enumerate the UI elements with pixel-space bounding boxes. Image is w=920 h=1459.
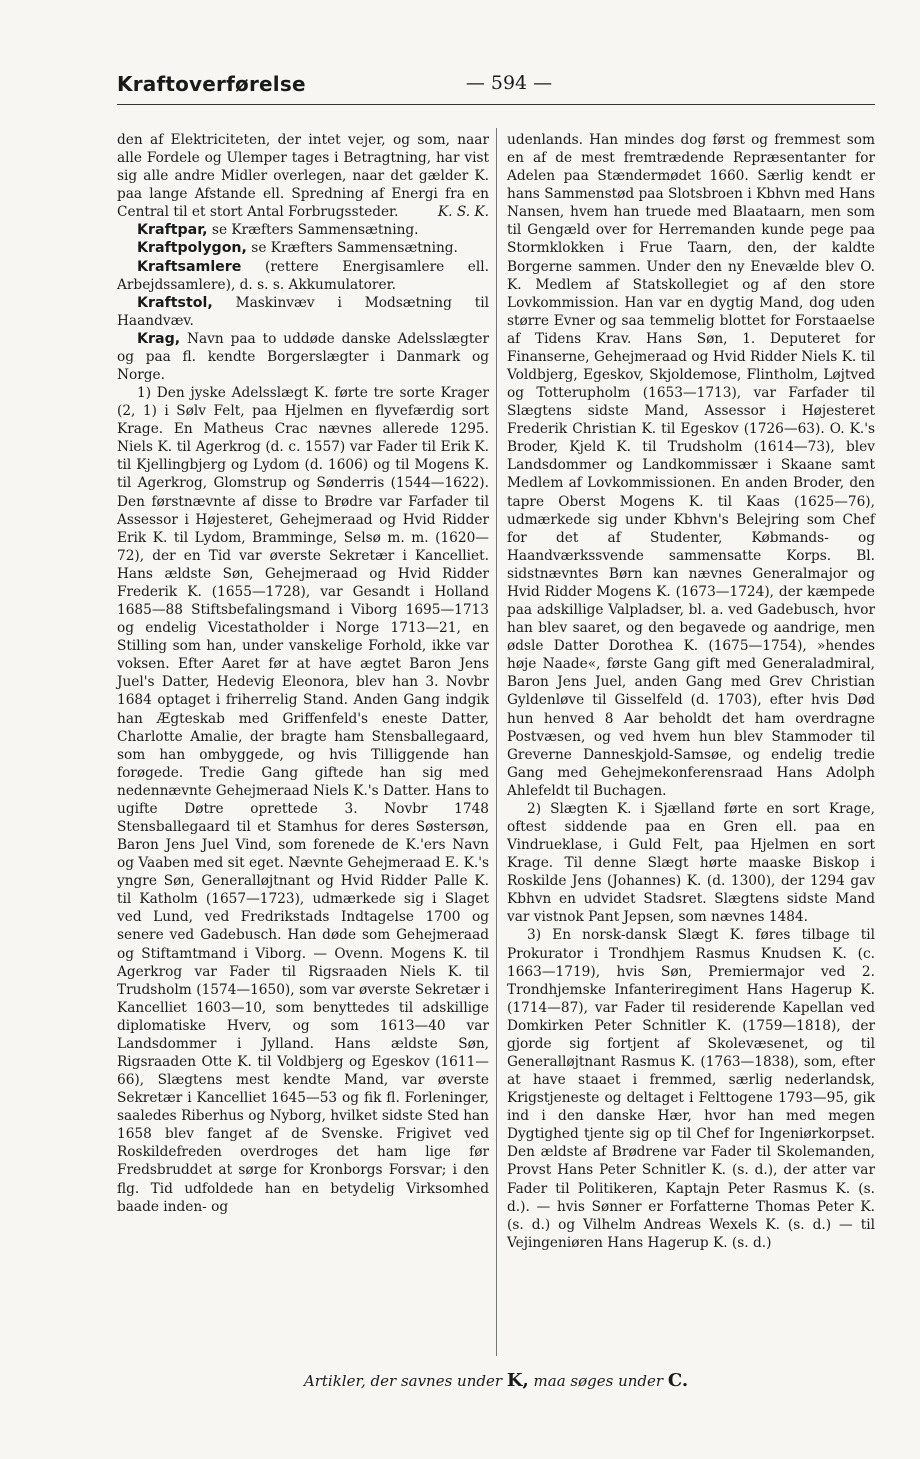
entry-continuation bbox=[117, 131, 489, 221]
krag-section-2: 2) Slægten K. i Sjælland førte en sort Krage, oftest siddende paa en Gren ell. paa en Vindrueklase, i Guld Felt, paa Hjelmen en sort Krage. Til denne Slægt hørte maaske Biskop i Roskilde Jens (Johannes) K. (d. 1300), der 1294 gav Kbhvn en udvidet Stadsret. Slægtens sidste Mand var vistnok Pant Jepsen, som nævnes 1484. bbox=[507, 800, 875, 926]
lemma-kraftstol: Kraftstol, bbox=[137, 294, 213, 311]
page-number: — 594 — bbox=[465, 72, 553, 94]
entry-text: se Kræfters Sammensætning. bbox=[211, 222, 419, 239]
page-header bbox=[117, 66, 875, 102]
entry-kraftpolygon bbox=[117, 239, 489, 257]
page-footer-note bbox=[117, 1370, 875, 1391]
lemma-kraftpolygon: Kraftpolygon, bbox=[137, 240, 247, 257]
entry-text: Navn paa to uddøde danske Adelsslægter og paa fl. kendte Borgerslægter i Danmark og Norge. bbox=[117, 330, 489, 384]
entry-text: (rettere Energisamlere ell. Arbejdssamlere), d. s. s. Akkumulatorer. bbox=[117, 258, 489, 293]
lemma-kraftsamlere: Kraftsamlere bbox=[137, 258, 242, 275]
left-column bbox=[117, 131, 489, 1216]
entry-text: se Kræfters Sammensætning. bbox=[251, 240, 458, 257]
footer-letter-k: K, bbox=[506, 1370, 529, 1391]
running-head-title: Kraftoverførelse bbox=[117, 72, 306, 96]
footer-letter-c: C. bbox=[667, 1370, 689, 1391]
lemma-kraftpar: Kraftpar, bbox=[137, 222, 208, 239]
entry-kraftstol bbox=[117, 294, 489, 330]
entry-kraftsamlere bbox=[117, 258, 489, 294]
entry-kraftpar bbox=[117, 221, 489, 239]
footer-text-mid: maa søges under bbox=[533, 1372, 664, 1390]
footer-text-pre: Artikler, der savnes under bbox=[303, 1372, 503, 1390]
author-signature: K. S. K. bbox=[437, 204, 489, 221]
krag-section-1-continued: udenlands. Han mindes dog først og fremmest som en af de mest fremtrædende Repræsentanter for Adelen paa Stændermødet 1660. Særlig kendt er hans Sammenstød paa Slotsbroen i Kbhvn med Hans Nansen, hvem han truede med Blaataarn, men som til Gengæld over for Herremanden kunde pege paa Stormklokken i Frue Taarn, den, der kaldte Borgerne sammen. Under den ny Enevælde blev O. K. Medlem af Statskollegiet og af den store Lovkommission. Han var en dygtig Mand, dog uden større Evner og saa temmelig blottet for Forstaaelse af Tidens Krav. Hans Søn, 1. Deputeret for Finanserne, Gehejmeraad og Hvid Ridder Niels K. til Voldbjerg, Egeskov, Skjoldemose, Flintholm, Løjtved og Totterupholm (1653—1713), var Farfader til Slægtens sidste Mand, Assessor i Højesteret Frederik Christian K. til Egeskov (1726—63). O. K.'s Broder, Kjeld K. til Trudsholm (1614—73), blev Landsdommer og Landkommissær i Skaane samt Medlem af Lovkommissionen. En anden Broder, den tapre Oberst Mogens K. til Kaas (1625—76), udmærkede sig under Kbhvn's Belejring som Chef for det af Studenter, Købmands- og Haandværkssvende sammensatte Korps. Bl. sidstnævntes Børn kan nævnes Generalmajor og Hvid Ridder Mogens K. (1673—1724), der kæmpede paa adskillige Valpladser, bl. a. ved Gadebusch, hvor han blev saaret, og den begavede og aandrige, men ødsle Datter Dorothea K. (1675—1754), »hendes høje Naade«, første Gang gift med Generaladmiral, Baron Jens Juel, anden Gang med Grev Christian Gyldenløve til Gisselfeld (d. 1703), efter hvis Død hun henved 8 Aar beholdt det ham overdragne Postvæsen, og ved hvem hun blev Stammoder til Greverne Danneskjold-Samsøe, og endelig tredie Gang med Gehejmekonferensraad Hans Adolph Ahlefeldt til Buchagen. bbox=[507, 132, 875, 799]
lemma-krag: Krag, bbox=[137, 330, 181, 347]
right-column bbox=[507, 131, 875, 1252]
entry-krag bbox=[117, 330, 489, 384]
header-rule bbox=[117, 104, 875, 105]
krag-section-3: 3) En norsk-dansk Slægt K. føres tilbage til Prokurator i Trondhjem Rasmus Knudsen K. (c. 1663—1719), hvis Søn, Premiermajor ved 2. Trondhjemske Infanteriregiment Hans Hagerup K. (1714—87), var Fader til residerende Kapellan ved Domkirken Peter Schnitler K. (1759—1818), der gjorde sig fortjent af Skolevæsenet, og til Generalløjtnant Rasmus K. (1763—1838), som, efter at have staaet i fremmed, særlig nederlandsk, Krigstjeneste og deltaget i Felttogene 1793—95, gik ind i den danske Hær, hvor han med megen Dygtighed tjente sig op til Chef for Ingeniørkorpset. Den ældste af Brødrene var Fader til Skolemanden, Provst Hans Peter Schnitler K. (s. d.), der atter var Fader til Politikeren, Kaptajn Peter Rasmus K. (s. d.). — hvis Sønner er Forfatterne Thomas Peter K. (s. d.) og Vilhelm Andreas Wexels K. (s. d.) — til Vejingeniøren Hans Hagerup K. (s. d.) bbox=[507, 927, 875, 1251]
krag-section-1: 1) Den jyske Adelsslægt K. førte tre sorte Krager (2, 1) i Sølv Felt, paa Hjelmen en flyvefærdig sort Krage. En Matheus Crac nævnes allerede 1295. Niels K. til Agerkrog (d. c. 1557) var Fader til Erik K. til Kjellingbjerg og Lydom (d. 1606) og til Mogens K. til Agerkrog, Glomstrup og Sønderris (1544—1622). Den førstnævnte af disse to Brødre var Farfader til Assessor i Højesteret, Gehejmeraad og Hvid Ridder Erik K. til Lydom, Bramminge, Selsø m. m. (1620—72), der en Tid var øverste Sekretær i Kancelliet. Hans ældste Søn, Gehejmeraad og Hvid Ridder Frederik K. (1655—1728), var Gesandt i Holland 1685—88 Stiftsbefalingsmand i Viborg 1695—1713 og endelig Vicestatholder i Norge 1713—21, en Stilling som han, under vanskelige Forhold, ikke var voksen. Efter Aaret før at have ægtet Baron Jens Juel's Datter, Hedevig Eleonora, blev han 3. Novbr 1684 optaget i friherrelig Stand. Anden Gang indgik han Ægteskab med Griffenfeld's eneste Datter, Charlotte Amalie, der bragte ham Stensballegaard, som han ombyggede, og hvis Tilliggende han forøgede. Tredie Gang giftede han sig med nedennævnte Gehejmeraad Niels K.'s Datter. Hans to ugifte Døtre oprettede 3. Novbr 1748 Stensballegaard til et Stamhus for deres Søstersøn, Baron Jens Juel Vind, som forenede de K.'ers Navn og Vaaben med sit eget. Nævnte Gehejmeraad E. K.'s yngre Søn, Generalløjtnant og Hvid Ridder Palle K. til Katholm (1657—1723), udmærkede sig i Slaget ved Lund, ved Fredrikstads Indtagelse 1700 og senere ved Gadebusch. Han døde som Gehejmeraad og Stiftamtmand i Viborg. — Ovenn. Mogens K. til Agerkrog var Fader til Rigsraaden Niels K. til Trudsholm (1574—1650), som var øverste Sekretær i Kancelliet 1603—10, som benyttedes til adskillige diplomatiske Hverv, og som 1613—40 var Landsdommer i Jylland. Hans ældste Søn, Rigsraaden Otte K. til Voldbjerg og Egeskov (1611—66), Slægtens mest kendte Mand, var øverste Sekretær i Kancelliet 1645—53 og fik fl. Forleninger, saaledes Riberhus og Nyborg, hvilket sidste Sted han 1658 blev fanget af de Svenske. Frigivet ved Roskildefreden overdroges det ham lige før Fredsbruddet at sørge for Kronborgs Forsvar; i den flg. Tid udfoldede han en betydelig Virksomhed baade inden- og bbox=[117, 385, 489, 1215]
column-divider bbox=[496, 128, 497, 1356]
continuation-text: den af Elektriciteten, der intet vejer, og som, naar alle Fordele og Ulemper tages i Betragtning, har vist sig alle andre Midler overlegen, naar det gælder K. paa lange Afstande ell. Spredning af Energi fra en Central til et stort Antal Forbrugssteder. bbox=[117, 132, 489, 221]
entry-text: Maskinvæv i Modsætning til Haandvæv. bbox=[117, 294, 489, 329]
